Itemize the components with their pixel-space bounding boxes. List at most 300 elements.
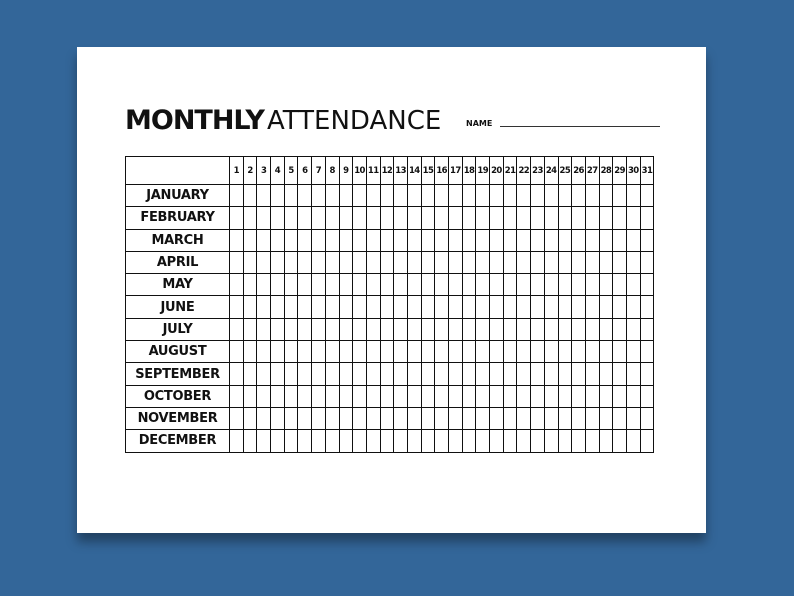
attendance-cell[interactable] <box>490 407 504 429</box>
attendance-cell[interactable] <box>531 385 545 407</box>
attendance-cell[interactable] <box>503 296 517 318</box>
attendance-cell[interactable] <box>257 207 271 229</box>
attendance-cell[interactable] <box>626 318 640 340</box>
attendance-cell[interactable] <box>298 385 312 407</box>
attendance-cell[interactable] <box>284 407 298 429</box>
attendance-cell[interactable] <box>599 407 613 429</box>
attendance-cell[interactable] <box>435 341 449 363</box>
attendance-cell[interactable] <box>325 341 339 363</box>
attendance-cell[interactable] <box>599 229 613 251</box>
attendance-cell[interactable] <box>572 341 586 363</box>
attendance-cell[interactable] <box>407 274 421 296</box>
attendance-cell[interactable] <box>517 185 531 207</box>
attendance-cell[interactable] <box>572 207 586 229</box>
attendance-cell[interactable] <box>243 274 257 296</box>
attendance-cell[interactable] <box>339 251 353 273</box>
attendance-cell[interactable] <box>339 407 353 429</box>
attendance-cell[interactable] <box>599 385 613 407</box>
attendance-cell[interactable] <box>462 341 476 363</box>
attendance-cell[interactable] <box>531 318 545 340</box>
attendance-cell[interactable] <box>284 296 298 318</box>
attendance-cell[interactable] <box>599 341 613 363</box>
attendance-cell[interactable] <box>572 407 586 429</box>
attendance-cell[interactable] <box>243 430 257 452</box>
attendance-cell[interactable] <box>449 229 463 251</box>
attendance-cell[interactable] <box>544 363 558 385</box>
attendance-cell[interactable] <box>490 207 504 229</box>
attendance-cell[interactable] <box>435 318 449 340</box>
attendance-cell[interactable] <box>613 363 627 385</box>
attendance-cell[interactable] <box>394 207 408 229</box>
attendance-cell[interactable] <box>366 385 380 407</box>
attendance-cell[interactable] <box>599 430 613 452</box>
attendance-cell[interactable] <box>462 385 476 407</box>
attendance-cell[interactable] <box>243 363 257 385</box>
attendance-cell[interactable] <box>517 296 531 318</box>
attendance-cell[interactable] <box>230 274 244 296</box>
attendance-cell[interactable] <box>380 274 394 296</box>
attendance-cell[interactable] <box>284 341 298 363</box>
attendance-cell[interactable] <box>230 318 244 340</box>
attendance-cell[interactable] <box>339 185 353 207</box>
attendance-cell[interactable] <box>613 341 627 363</box>
attendance-cell[interactable] <box>421 296 435 318</box>
attendance-cell[interactable] <box>517 229 531 251</box>
attendance-cell[interactable] <box>353 229 367 251</box>
attendance-cell[interactable] <box>394 229 408 251</box>
attendance-cell[interactable] <box>353 407 367 429</box>
attendance-cell[interactable] <box>257 407 271 429</box>
attendance-cell[interactable] <box>230 251 244 273</box>
attendance-cell[interactable] <box>476 407 490 429</box>
attendance-cell[interactable] <box>640 318 654 340</box>
attendance-cell[interactable] <box>353 341 367 363</box>
attendance-cell[interactable] <box>531 363 545 385</box>
attendance-cell[interactable] <box>421 207 435 229</box>
attendance-cell[interactable] <box>271 229 285 251</box>
attendance-cell[interactable] <box>243 385 257 407</box>
attendance-cell[interactable] <box>298 229 312 251</box>
attendance-cell[interactable] <box>503 185 517 207</box>
attendance-cell[interactable] <box>449 296 463 318</box>
attendance-cell[interactable] <box>503 229 517 251</box>
attendance-cell[interactable] <box>544 407 558 429</box>
attendance-cell[interactable] <box>517 363 531 385</box>
attendance-cell[interactable] <box>312 207 326 229</box>
attendance-cell[interactable] <box>476 185 490 207</box>
attendance-cell[interactable] <box>366 207 380 229</box>
attendance-cell[interactable] <box>599 251 613 273</box>
attendance-cell[interactable] <box>394 185 408 207</box>
attendance-cell[interactable] <box>558 207 572 229</box>
attendance-cell[interactable] <box>366 274 380 296</box>
attendance-cell[interactable] <box>435 430 449 452</box>
attendance-cell[interactable] <box>517 251 531 273</box>
attendance-cell[interactable] <box>312 229 326 251</box>
attendance-cell[interactable] <box>517 207 531 229</box>
attendance-cell[interactable] <box>271 251 285 273</box>
attendance-cell[interactable] <box>558 185 572 207</box>
attendance-cell[interactable] <box>626 363 640 385</box>
attendance-cell[interactable] <box>640 363 654 385</box>
attendance-cell[interactable] <box>257 251 271 273</box>
attendance-cell[interactable] <box>325 274 339 296</box>
attendance-cell[interactable] <box>230 407 244 429</box>
attendance-cell[interactable] <box>572 430 586 452</box>
attendance-cell[interactable] <box>407 363 421 385</box>
attendance-cell[interactable] <box>339 229 353 251</box>
attendance-cell[interactable] <box>257 385 271 407</box>
attendance-cell[interactable] <box>503 207 517 229</box>
attendance-cell[interactable] <box>613 229 627 251</box>
attendance-cell[interactable] <box>490 296 504 318</box>
attendance-cell[interactable] <box>394 407 408 429</box>
attendance-cell[interactable] <box>312 251 326 273</box>
attendance-cell[interactable] <box>558 229 572 251</box>
attendance-cell[interactable] <box>284 318 298 340</box>
attendance-cell[interactable] <box>257 341 271 363</box>
attendance-cell[interactable] <box>585 318 599 340</box>
attendance-cell[interactable] <box>599 274 613 296</box>
attendance-cell[interactable] <box>476 385 490 407</box>
attendance-cell[interactable] <box>585 296 599 318</box>
attendance-cell[interactable] <box>517 430 531 452</box>
attendance-cell[interactable] <box>394 296 408 318</box>
attendance-cell[interactable] <box>298 251 312 273</box>
attendance-cell[interactable] <box>449 385 463 407</box>
attendance-cell[interactable] <box>640 185 654 207</box>
attendance-cell[interactable] <box>490 430 504 452</box>
attendance-cell[interactable] <box>558 430 572 452</box>
attendance-cell[interactable] <box>380 185 394 207</box>
attendance-cell[interactable] <box>380 318 394 340</box>
attendance-cell[interactable] <box>626 274 640 296</box>
attendance-cell[interactable] <box>366 430 380 452</box>
attendance-cell[interactable] <box>503 363 517 385</box>
attendance-cell[interactable] <box>284 251 298 273</box>
attendance-cell[interactable] <box>271 385 285 407</box>
attendance-cell[interactable] <box>476 296 490 318</box>
attendance-cell[interactable] <box>490 341 504 363</box>
attendance-cell[interactable] <box>640 251 654 273</box>
attendance-cell[interactable] <box>449 274 463 296</box>
attendance-cell[interactable] <box>544 207 558 229</box>
attendance-cell[interactable] <box>298 318 312 340</box>
attendance-cell[interactable] <box>572 229 586 251</box>
attendance-cell[interactable] <box>366 318 380 340</box>
attendance-cell[interactable] <box>544 385 558 407</box>
attendance-cell[interactable] <box>230 430 244 452</box>
attendance-cell[interactable] <box>435 407 449 429</box>
attendance-cell[interactable] <box>271 341 285 363</box>
attendance-cell[interactable] <box>558 251 572 273</box>
attendance-cell[interactable] <box>271 318 285 340</box>
attendance-cell[interactable] <box>257 296 271 318</box>
attendance-cell[interactable] <box>366 251 380 273</box>
attendance-cell[interactable] <box>421 229 435 251</box>
attendance-cell[interactable] <box>585 385 599 407</box>
attendance-cell[interactable] <box>626 341 640 363</box>
attendance-cell[interactable] <box>298 407 312 429</box>
attendance-cell[interactable] <box>449 363 463 385</box>
attendance-cell[interactable] <box>462 363 476 385</box>
attendance-cell[interactable] <box>339 318 353 340</box>
attendance-cell[interactable] <box>421 385 435 407</box>
attendance-cell[interactable] <box>325 251 339 273</box>
attendance-cell[interactable] <box>503 385 517 407</box>
attendance-cell[interactable] <box>531 407 545 429</box>
attendance-cell[interactable] <box>353 385 367 407</box>
attendance-cell[interactable] <box>640 407 654 429</box>
attendance-cell[interactable] <box>243 296 257 318</box>
attendance-cell[interactable] <box>544 341 558 363</box>
attendance-cell[interactable] <box>421 363 435 385</box>
attendance-cell[interactable] <box>449 251 463 273</box>
attendance-cell[interactable] <box>462 318 476 340</box>
attendance-cell[interactable] <box>558 407 572 429</box>
attendance-cell[interactable] <box>476 207 490 229</box>
attendance-cell[interactable] <box>380 363 394 385</box>
attendance-cell[interactable] <box>312 385 326 407</box>
attendance-cell[interactable] <box>230 363 244 385</box>
attendance-cell[interactable] <box>271 207 285 229</box>
attendance-cell[interactable] <box>544 274 558 296</box>
attendance-cell[interactable] <box>585 207 599 229</box>
attendance-cell[interactable] <box>449 207 463 229</box>
attendance-cell[interactable] <box>476 318 490 340</box>
attendance-cell[interactable] <box>380 251 394 273</box>
attendance-cell[interactable] <box>230 207 244 229</box>
attendance-cell[interactable] <box>585 341 599 363</box>
attendance-cell[interactable] <box>503 251 517 273</box>
attendance-cell[interactable] <box>626 385 640 407</box>
attendance-cell[interactable] <box>490 385 504 407</box>
attendance-cell[interactable] <box>435 296 449 318</box>
attendance-cell[interactable] <box>476 229 490 251</box>
attendance-cell[interactable] <box>394 430 408 452</box>
attendance-cell[interactable] <box>325 185 339 207</box>
attendance-cell[interactable] <box>531 251 545 273</box>
attendance-cell[interactable] <box>517 385 531 407</box>
attendance-cell[interactable] <box>449 185 463 207</box>
attendance-cell[interactable] <box>626 296 640 318</box>
attendance-cell[interactable] <box>407 207 421 229</box>
attendance-cell[interactable] <box>544 229 558 251</box>
attendance-cell[interactable] <box>339 430 353 452</box>
attendance-cell[interactable] <box>517 407 531 429</box>
attendance-cell[interactable] <box>257 363 271 385</box>
attendance-cell[interactable] <box>435 385 449 407</box>
attendance-cell[interactable] <box>271 407 285 429</box>
attendance-cell[interactable] <box>503 274 517 296</box>
attendance-cell[interactable] <box>531 341 545 363</box>
attendance-cell[interactable] <box>230 296 244 318</box>
attendance-cell[interactable] <box>517 341 531 363</box>
attendance-cell[interactable] <box>394 274 408 296</box>
attendance-cell[interactable] <box>640 274 654 296</box>
attendance-cell[interactable] <box>640 229 654 251</box>
attendance-cell[interactable] <box>380 341 394 363</box>
attendance-cell[interactable] <box>572 318 586 340</box>
attendance-cell[interactable] <box>339 385 353 407</box>
attendance-cell[interactable] <box>271 430 285 452</box>
attendance-cell[interactable] <box>626 229 640 251</box>
attendance-cell[interactable] <box>298 185 312 207</box>
attendance-cell[interactable] <box>462 207 476 229</box>
attendance-cell[interactable] <box>626 251 640 273</box>
attendance-cell[interactable] <box>585 185 599 207</box>
attendance-cell[interactable] <box>298 341 312 363</box>
attendance-cell[interactable] <box>407 430 421 452</box>
attendance-cell[interactable] <box>243 407 257 429</box>
attendance-cell[interactable] <box>462 185 476 207</box>
attendance-cell[interactable] <box>490 251 504 273</box>
attendance-cell[interactable] <box>626 407 640 429</box>
attendance-cell[interactable] <box>257 430 271 452</box>
attendance-cell[interactable] <box>366 341 380 363</box>
attendance-cell[interactable] <box>284 274 298 296</box>
attendance-cell[interactable] <box>572 385 586 407</box>
attendance-cell[interactable] <box>558 318 572 340</box>
attendance-cell[interactable] <box>407 296 421 318</box>
attendance-cell[interactable] <box>462 296 476 318</box>
attendance-cell[interactable] <box>312 407 326 429</box>
attendance-cell[interactable] <box>613 407 627 429</box>
attendance-cell[interactable] <box>599 185 613 207</box>
attendance-cell[interactable] <box>312 185 326 207</box>
attendance-cell[interactable] <box>325 385 339 407</box>
attendance-cell[interactable] <box>284 430 298 452</box>
attendance-cell[interactable] <box>271 296 285 318</box>
attendance-cell[interactable] <box>243 251 257 273</box>
attendance-cell[interactable] <box>271 363 285 385</box>
attendance-cell[interactable] <box>558 274 572 296</box>
attendance-cell[interactable] <box>271 185 285 207</box>
attendance-cell[interactable] <box>394 341 408 363</box>
attendance-cell[interactable] <box>394 385 408 407</box>
attendance-cell[interactable] <box>531 185 545 207</box>
attendance-cell[interactable] <box>298 430 312 452</box>
attendance-cell[interactable] <box>517 274 531 296</box>
attendance-cell[interactable] <box>380 407 394 429</box>
attendance-cell[interactable] <box>640 296 654 318</box>
attendance-cell[interactable] <box>257 229 271 251</box>
attendance-cell[interactable] <box>339 296 353 318</box>
attendance-cell[interactable] <box>585 274 599 296</box>
attendance-cell[interactable] <box>339 207 353 229</box>
attendance-cell[interactable] <box>407 385 421 407</box>
attendance-cell[interactable] <box>613 318 627 340</box>
attendance-cell[interactable] <box>421 407 435 429</box>
attendance-cell[interactable] <box>572 251 586 273</box>
attendance-cell[interactable] <box>613 430 627 452</box>
attendance-cell[interactable] <box>490 363 504 385</box>
attendance-cell[interactable] <box>284 185 298 207</box>
attendance-cell[interactable] <box>312 296 326 318</box>
attendance-cell[interactable] <box>230 341 244 363</box>
attendance-cell[interactable] <box>503 341 517 363</box>
attendance-cell[interactable] <box>613 274 627 296</box>
attendance-cell[interactable] <box>503 407 517 429</box>
attendance-cell[interactable] <box>531 229 545 251</box>
name-write-line[interactable] <box>500 126 660 127</box>
attendance-cell[interactable] <box>517 318 531 340</box>
attendance-cell[interactable] <box>449 318 463 340</box>
attendance-cell[interactable] <box>640 385 654 407</box>
attendance-cell[interactable] <box>585 251 599 273</box>
attendance-cell[interactable] <box>558 363 572 385</box>
attendance-cell[interactable] <box>366 185 380 207</box>
attendance-cell[interactable] <box>435 229 449 251</box>
attendance-cell[interactable] <box>421 430 435 452</box>
attendance-cell[interactable] <box>640 341 654 363</box>
attendance-cell[interactable] <box>407 185 421 207</box>
attendance-cell[interactable] <box>325 229 339 251</box>
attendance-cell[interactable] <box>490 274 504 296</box>
attendance-cell[interactable] <box>421 341 435 363</box>
attendance-cell[interactable] <box>394 363 408 385</box>
attendance-cell[interactable] <box>462 430 476 452</box>
attendance-cell[interactable] <box>407 229 421 251</box>
attendance-cell[interactable] <box>626 185 640 207</box>
attendance-cell[interactable] <box>353 207 367 229</box>
attendance-cell[interactable] <box>353 363 367 385</box>
attendance-cell[interactable] <box>449 430 463 452</box>
attendance-cell[interactable] <box>626 430 640 452</box>
attendance-cell[interactable] <box>243 207 257 229</box>
attendance-cell[interactable] <box>490 185 504 207</box>
attendance-cell[interactable] <box>353 185 367 207</box>
attendance-cell[interactable] <box>380 430 394 452</box>
attendance-cell[interactable] <box>243 341 257 363</box>
attendance-cell[interactable] <box>531 274 545 296</box>
attendance-cell[interactable] <box>435 207 449 229</box>
attendance-cell[interactable] <box>407 407 421 429</box>
attendance-cell[interactable] <box>380 229 394 251</box>
attendance-cell[interactable] <box>544 296 558 318</box>
attendance-cell[interactable] <box>394 318 408 340</box>
attendance-cell[interactable] <box>353 296 367 318</box>
attendance-cell[interactable] <box>353 251 367 273</box>
attendance-cell[interactable] <box>298 363 312 385</box>
attendance-cell[interactable] <box>558 385 572 407</box>
attendance-cell[interactable] <box>476 363 490 385</box>
attendance-cell[interactable] <box>462 251 476 273</box>
attendance-cell[interactable] <box>585 363 599 385</box>
attendance-cell[interactable] <box>257 185 271 207</box>
attendance-cell[interactable] <box>339 363 353 385</box>
attendance-cell[interactable] <box>435 363 449 385</box>
attendance-cell[interactable] <box>312 430 326 452</box>
attendance-cell[interactable] <box>312 274 326 296</box>
attendance-cell[interactable] <box>503 318 517 340</box>
attendance-cell[interactable] <box>572 363 586 385</box>
attendance-cell[interactable] <box>230 229 244 251</box>
attendance-cell[interactable] <box>613 207 627 229</box>
attendance-cell[interactable] <box>353 318 367 340</box>
attendance-cell[interactable] <box>230 385 244 407</box>
attendance-cell[interactable] <box>462 229 476 251</box>
attendance-cell[interactable] <box>572 185 586 207</box>
attendance-cell[interactable] <box>366 407 380 429</box>
attendance-cell[interactable] <box>325 363 339 385</box>
attendance-cell[interactable] <box>544 430 558 452</box>
attendance-cell[interactable] <box>325 207 339 229</box>
attendance-cell[interactable] <box>271 274 285 296</box>
attendance-cell[interactable] <box>462 274 476 296</box>
attendance-cell[interactable] <box>353 274 367 296</box>
attendance-cell[interactable] <box>599 363 613 385</box>
